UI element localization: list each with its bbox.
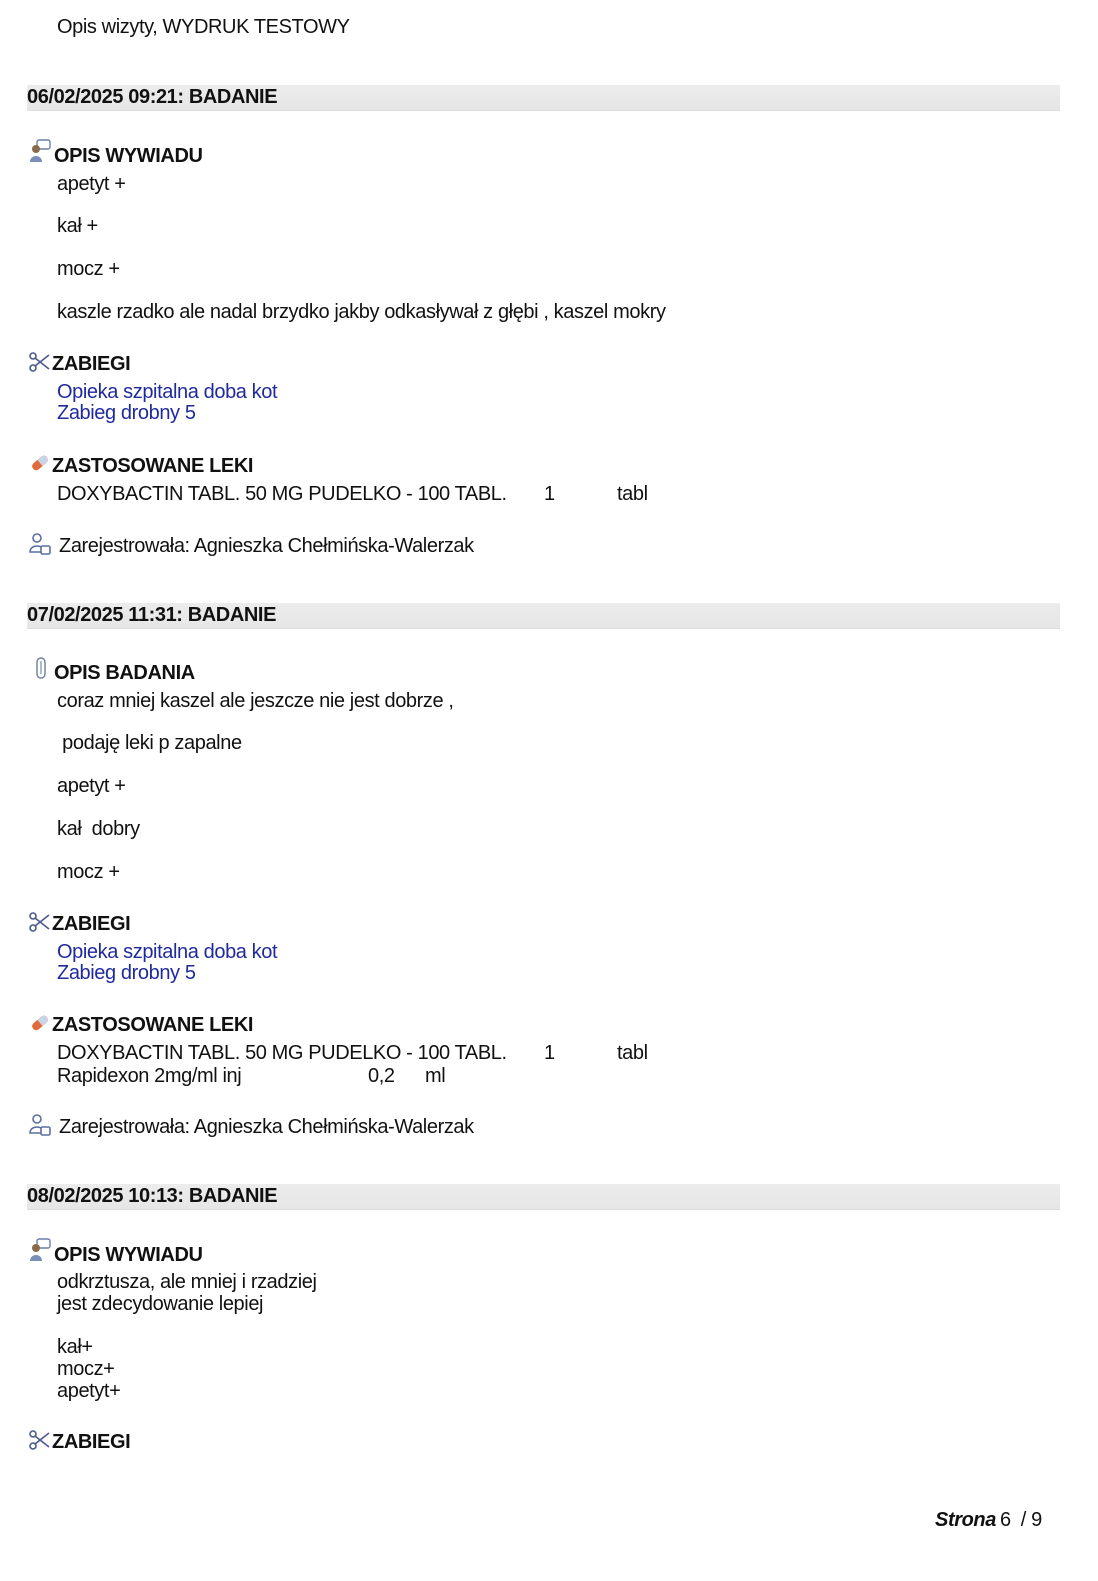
drug-quantity: 1	[544, 1042, 555, 1064]
person-history-icon	[28, 1238, 52, 1262]
exam-line: podaję leki p zapalne	[57, 732, 242, 754]
drug-name: DOXYBACTIN TABL. 50 MG PUDELKO - 100 TABL.	[57, 483, 507, 505]
scissors-icon	[28, 910, 52, 934]
page-label: Strona	[935, 1509, 996, 1531]
exam-line: kał dobry	[57, 818, 140, 840]
visit-heading-bar	[27, 85, 1060, 111]
section-history-label: OPIS WYWIADU	[54, 145, 203, 167]
drug-name: DOXYBACTIN TABL. 50 MG PUDELKO - 100 TABL.	[57, 1042, 507, 1064]
history-line: kał+	[57, 1336, 93, 1358]
user-group-icon	[28, 1113, 52, 1137]
registered-by: Zarejestrowała: Agnieszka Chełmińska-Walerzak	[59, 535, 474, 557]
history-line: mocz+	[57, 1358, 115, 1380]
page-total: / 9	[1020, 1509, 1042, 1531]
history-line: apetyt+	[57, 1380, 121, 1402]
section-procedures-label: ZABIEGI	[52, 353, 131, 375]
visit-heading-bar	[27, 603, 1060, 629]
section-procedures-label: ZABIEGI	[52, 913, 131, 935]
scissors-icon	[28, 350, 52, 374]
drug-unit: tabl	[617, 483, 648, 505]
scissors-icon	[28, 1428, 52, 1452]
stethoscope-icon	[30, 657, 54, 681]
drug-quantity: 1	[544, 483, 555, 505]
user-group-icon	[28, 532, 52, 556]
page-current: 6	[1000, 1509, 1011, 1531]
section-history-label: OPIS WYWIADU	[54, 1244, 203, 1266]
pill-icon	[28, 451, 52, 475]
drug-unit: ml	[425, 1065, 446, 1087]
exam-line: coraz mniej kaszel ale jeszcze nie jest dobrze ,	[57, 690, 454, 712]
history-line: kaszle rzadko ale nadal brzydko jakby odkasływał z głębi , kaszel mokry	[57, 301, 666, 323]
section-exam-label: OPIS BADANIA	[54, 662, 195, 684]
history-line: odkrztusza, ale mniej i rzadziej	[57, 1271, 317, 1293]
visit-heading-bar	[27, 1184, 1060, 1210]
procedure-item: Opieka szpitalna doba kot	[57, 941, 278, 963]
visit-heading: 07/02/2025 11:31: BADANIE	[27, 604, 277, 626]
registered-by: Zarejestrowała: Agnieszka Chełmińska-Walerzak	[59, 1116, 474, 1138]
section-drugs-label: ZASTOSOWANE LEKI	[52, 455, 254, 477]
visit-heading: 08/02/2025 10:13: BADANIE	[27, 1185, 278, 1207]
procedure-item: Zabieg drobny 5	[57, 402, 196, 424]
page-indicator	[935, 1509, 1042, 1532]
drug-name: Rapidexon 2mg/ml inj	[57, 1065, 242, 1087]
document-title: Opis wizyty, WYDRUK TESTOWY	[57, 16, 350, 38]
drug-unit: tabl	[617, 1042, 648, 1064]
exam-line: apetyt +	[57, 775, 126, 797]
visit-heading: 06/02/2025 09:21: BADANIE	[27, 86, 278, 108]
exam-line: mocz +	[57, 861, 120, 883]
history-line: kał +	[57, 215, 98, 237]
pill-icon	[28, 1011, 52, 1035]
history-line: apetyt +	[57, 173, 126, 195]
history-line: mocz +	[57, 258, 120, 280]
procedure-item: Zabieg drobny 5	[57, 962, 196, 984]
procedure-item: Opieka szpitalna doba kot	[57, 381, 278, 403]
drug-quantity: 0,2	[368, 1065, 395, 1087]
section-drugs-label: ZASTOSOWANE LEKI	[52, 1014, 254, 1036]
history-line: jest zdecydowanie lepiej	[57, 1293, 264, 1315]
section-procedures-label: ZABIEGI	[52, 1431, 131, 1453]
person-history-icon	[28, 139, 52, 163]
